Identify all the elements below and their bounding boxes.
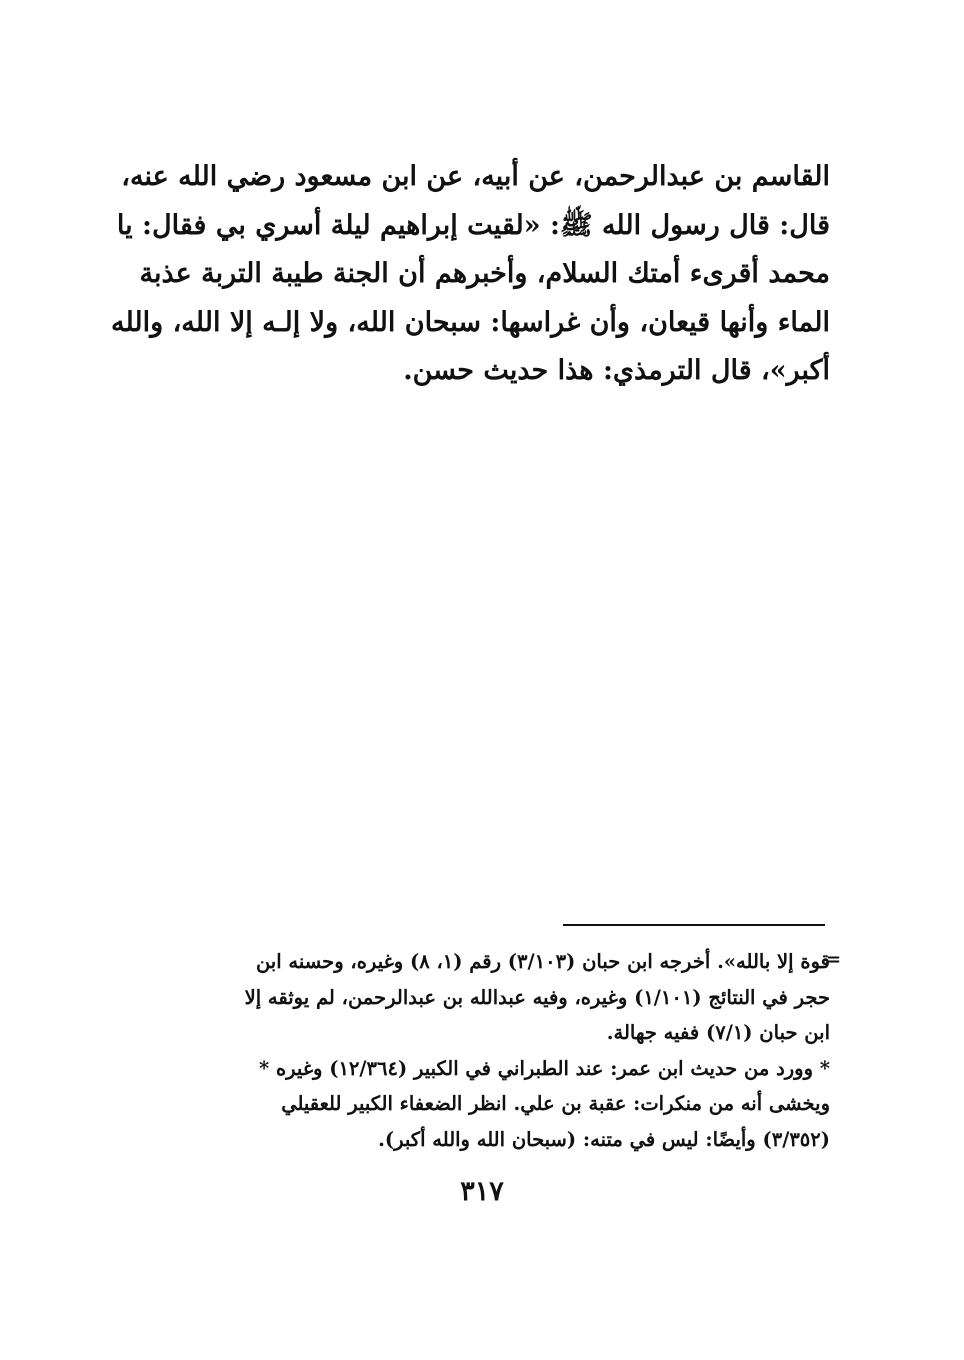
footnote-line: ويخشى أنه من منكرات: عقبة بن علي. انظر الضعفاء الكبير للعقيلي xyxy=(281,1092,830,1115)
footnote-separator xyxy=(563,924,825,926)
main-text-line: القاسم بن عبدالرحمن، عن أبيه، عن ابن مسعود رضي الله عنه، xyxy=(121,161,830,192)
footnote-line: حجر في النتائج (١/١٠١) وغيره، وفيه عبدالله بن عبدالرحمن، لم يوثقه إلا xyxy=(244,985,830,1009)
footnote-line: * وورد من حديث ابن عمر: عند الطبراني في الكبير (١٢/٣٦٤) وغيره * xyxy=(258,1056,830,1080)
main-text-block xyxy=(111,153,830,396)
page-number: ٣١٧ xyxy=(460,1176,504,1207)
main-text-line: أكبر»، قال الترمذي: هذا حديث حسن. xyxy=(403,355,830,386)
footnotes-block xyxy=(130,944,830,1157)
main-text-line: الماء وأنها قيعان، وأن غراسها: سبحان الله، ولا إلـه إلا الله، والله xyxy=(111,306,830,338)
footnote-line: قوة إلا بالله». أخرجه ابن حبان (٣/١٠٣) رقم (١، ٨) وغيره، وحسنه ابن xyxy=(255,950,830,973)
footnote-continuation-mark: = xyxy=(826,949,842,970)
main-text-line: قال: قال رسول الله ﷺ: «لقيت إبراهيم ليلة أسري بي فقال: يا xyxy=(116,209,830,241)
footnote-line: ابن حبان (٧/١) ففيه جهالة. xyxy=(606,1021,830,1044)
main-text-line: محمد أقرىء أمتك السلام، وأخبرهم أن الجنة طيبة التربة عذبة xyxy=(139,258,830,289)
footnote-line: (٣/٣٥٢) وأيضًا: ليس في متنه: (سبحان الله والله أكبر). xyxy=(378,1127,830,1151)
